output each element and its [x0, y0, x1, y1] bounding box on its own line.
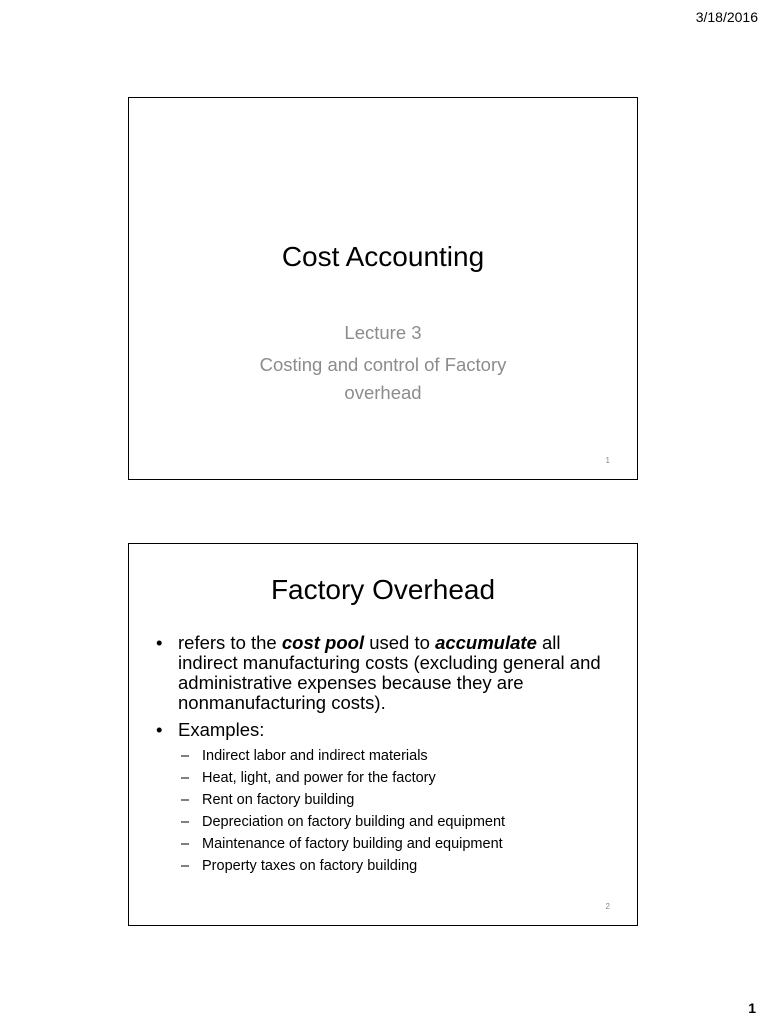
dash-marker: –	[181, 748, 190, 764]
subtitle-line-1: Lecture 3	[344, 322, 422, 343]
slide-1	[128, 97, 638, 480]
example-text: Rent on factory building	[202, 792, 355, 808]
slide-number: 2	[605, 902, 610, 911]
page-number: 1	[748, 1000, 756, 1016]
example-text: Maintenance of factory building and equipment	[202, 836, 503, 852]
bullet-text-part: refers to the	[178, 632, 282, 653]
example-item	[178, 789, 623, 811]
bullet-text-part: all indirect manufacturing costs (excluding general and administrative expenses because they are nonmanufacturing costs).	[178, 632, 601, 713]
emphasis-cost-pool: cost pool	[281, 632, 365, 653]
bullet-text-part: used to	[364, 632, 436, 653]
example-item	[178, 811, 623, 833]
dash-marker: –	[181, 814, 190, 830]
example-text: Property taxes on factory building	[202, 858, 418, 874]
bullet-list	[153, 633, 623, 877]
slide-subtitle	[129, 319, 637, 407]
slide-title: Cost Accounting	[281, 241, 485, 272]
example-text: Indirect labor and indirect materials	[202, 748, 428, 764]
subtitle-line-2: Costing and control of Factory	[259, 354, 507, 375]
dash-marker: –	[181, 792, 190, 808]
example-text: Depreciation on factory building and equipment	[202, 814, 506, 830]
slide-title: Factory Overhead	[270, 574, 496, 605]
bullet-item-definition	[153, 633, 623, 713]
emphasis-accumulate: accumulate	[435, 632, 537, 653]
example-item	[178, 745, 623, 767]
dash-marker: –	[181, 858, 190, 874]
dash-marker: –	[181, 836, 190, 852]
example-item	[178, 767, 623, 789]
example-text: Heat, light, and power for the factory	[202, 770, 436, 786]
print-date: 3/18/2016	[695, 9, 758, 25]
subtitle-line-3: overhead	[344, 382, 422, 403]
bullet-item-examples	[153, 720, 623, 877]
slide-number: 1	[605, 456, 610, 465]
example-item	[178, 833, 623, 855]
example-item	[178, 855, 623, 877]
slide-2	[128, 543, 638, 926]
bullet-text: Examples:	[178, 719, 265, 740]
dash-marker: –	[181, 770, 190, 786]
bullet-marker: •	[156, 632, 163, 653]
bullet-marker: •	[156, 719, 163, 740]
example-list	[178, 745, 623, 877]
